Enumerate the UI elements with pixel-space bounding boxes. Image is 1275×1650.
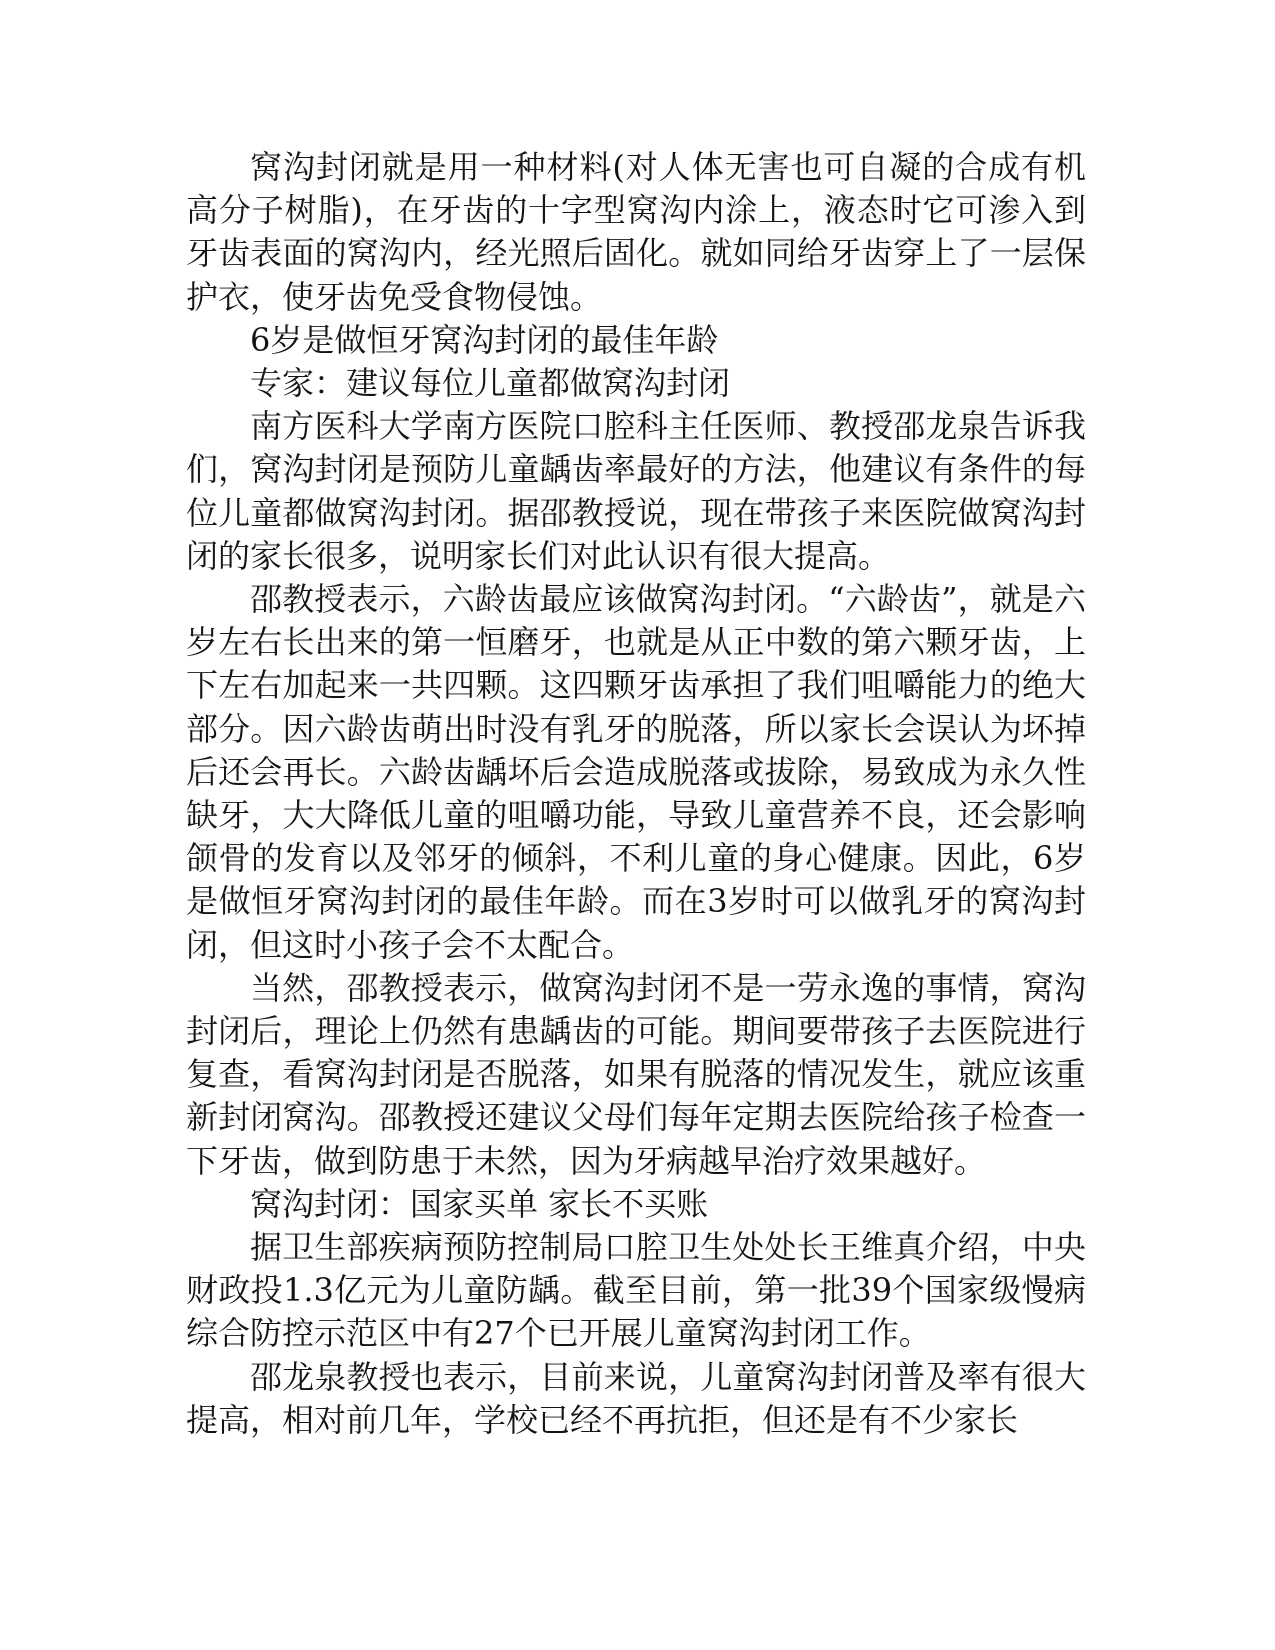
- paragraph-popularity: 邵龙泉教授也表示，目前来说，儿童窝沟封闭普及率有很大提高，相对前几年，学校已经不再抗拒，但还是有不少家长: [186, 1357, 1086, 1439]
- document-body: [186, 146, 1086, 1442]
- heading-state-pays: 窝沟封闭：国家买单 家长不买账: [250, 1184, 709, 1223]
- paragraph-intro: 窝沟封闭就是用一种材料(对人体无害也可自凝的合成有机高分子树脂)，在牙齿的十字型窝沟内涂上，液态时它可渗入到牙齿表面的窝沟内，经光照后固化。就如同给牙齿穿上了一层保护衣，使牙齿免受食物侵蚀。: [186, 148, 1086, 316]
- paragraph-funding: 据卫生部疾病预防控制局口腔卫生处处长王维真介绍，中央财政投1.3亿元为儿童防龋。截至目前，第一批39个国家级慢病综合防控示范区中有27个已开展儿童窝沟封闭工作。: [186, 1228, 1086, 1353]
- paragraph-expert: 南方医科大学南方医院口腔科主任医师、教授邵龙泉告诉我们，窝沟封闭是预防儿童龋齿率最好的方法，他建议有条件的每位儿童都做窝沟封闭。据邵教授说，现在带孩子来医院做窝沟封闭的家长很多，说明家长们对此认识有很大提高。: [186, 407, 1086, 575]
- paragraph-six-year-molar: 邵教授表示，六龄齿最应该做窝沟封闭。“六龄齿”，就是六岁左右长出来的第一恒磨牙，也就是从正中数的第六颗牙齿，上下左右加起来一共四颗。这四颗牙齿承担了我们咀嚼能力的绝大部分。因六龄齿萌出时没有乳牙的脱落，所以家长会误认为坏掉后还会再长。六龄齿龋坏后会造成脱落或拔除，易致成为永久性缺牙，大大降低儿童的咀嚼功能，导致儿童营养不良，还会影响颌骨的发育以及邻牙的倾斜，不利儿童的身心健康。因此，6岁是做恒牙窝沟封闭的最佳年龄。而在3岁时可以做乳牙的窝沟封闭，但这时小孩子会不太配合。: [186, 580, 1086, 964]
- heading-expert-advice: 专家：建议每位儿童都做窝沟封闭: [250, 364, 731, 403]
- paragraph-follow-up: 当然，邵教授表示，做窝沟封闭不是一劳永逸的事情，窝沟封闭后，理论上仍然有患龋齿的可能。期间要带孩子去医院进行复查，看窝沟封闭是否脱落，如果有脱落的情况发生，就应该重新封闭窝沟。邵教授还建议父母们每年定期去医院给孩子检查一下牙齿，做到防患于未然，因为牙病越早治疗效果越好。: [186, 968, 1086, 1180]
- heading-best-age: 6岁是做恒牙窝沟封闭的最佳年龄: [250, 320, 719, 359]
